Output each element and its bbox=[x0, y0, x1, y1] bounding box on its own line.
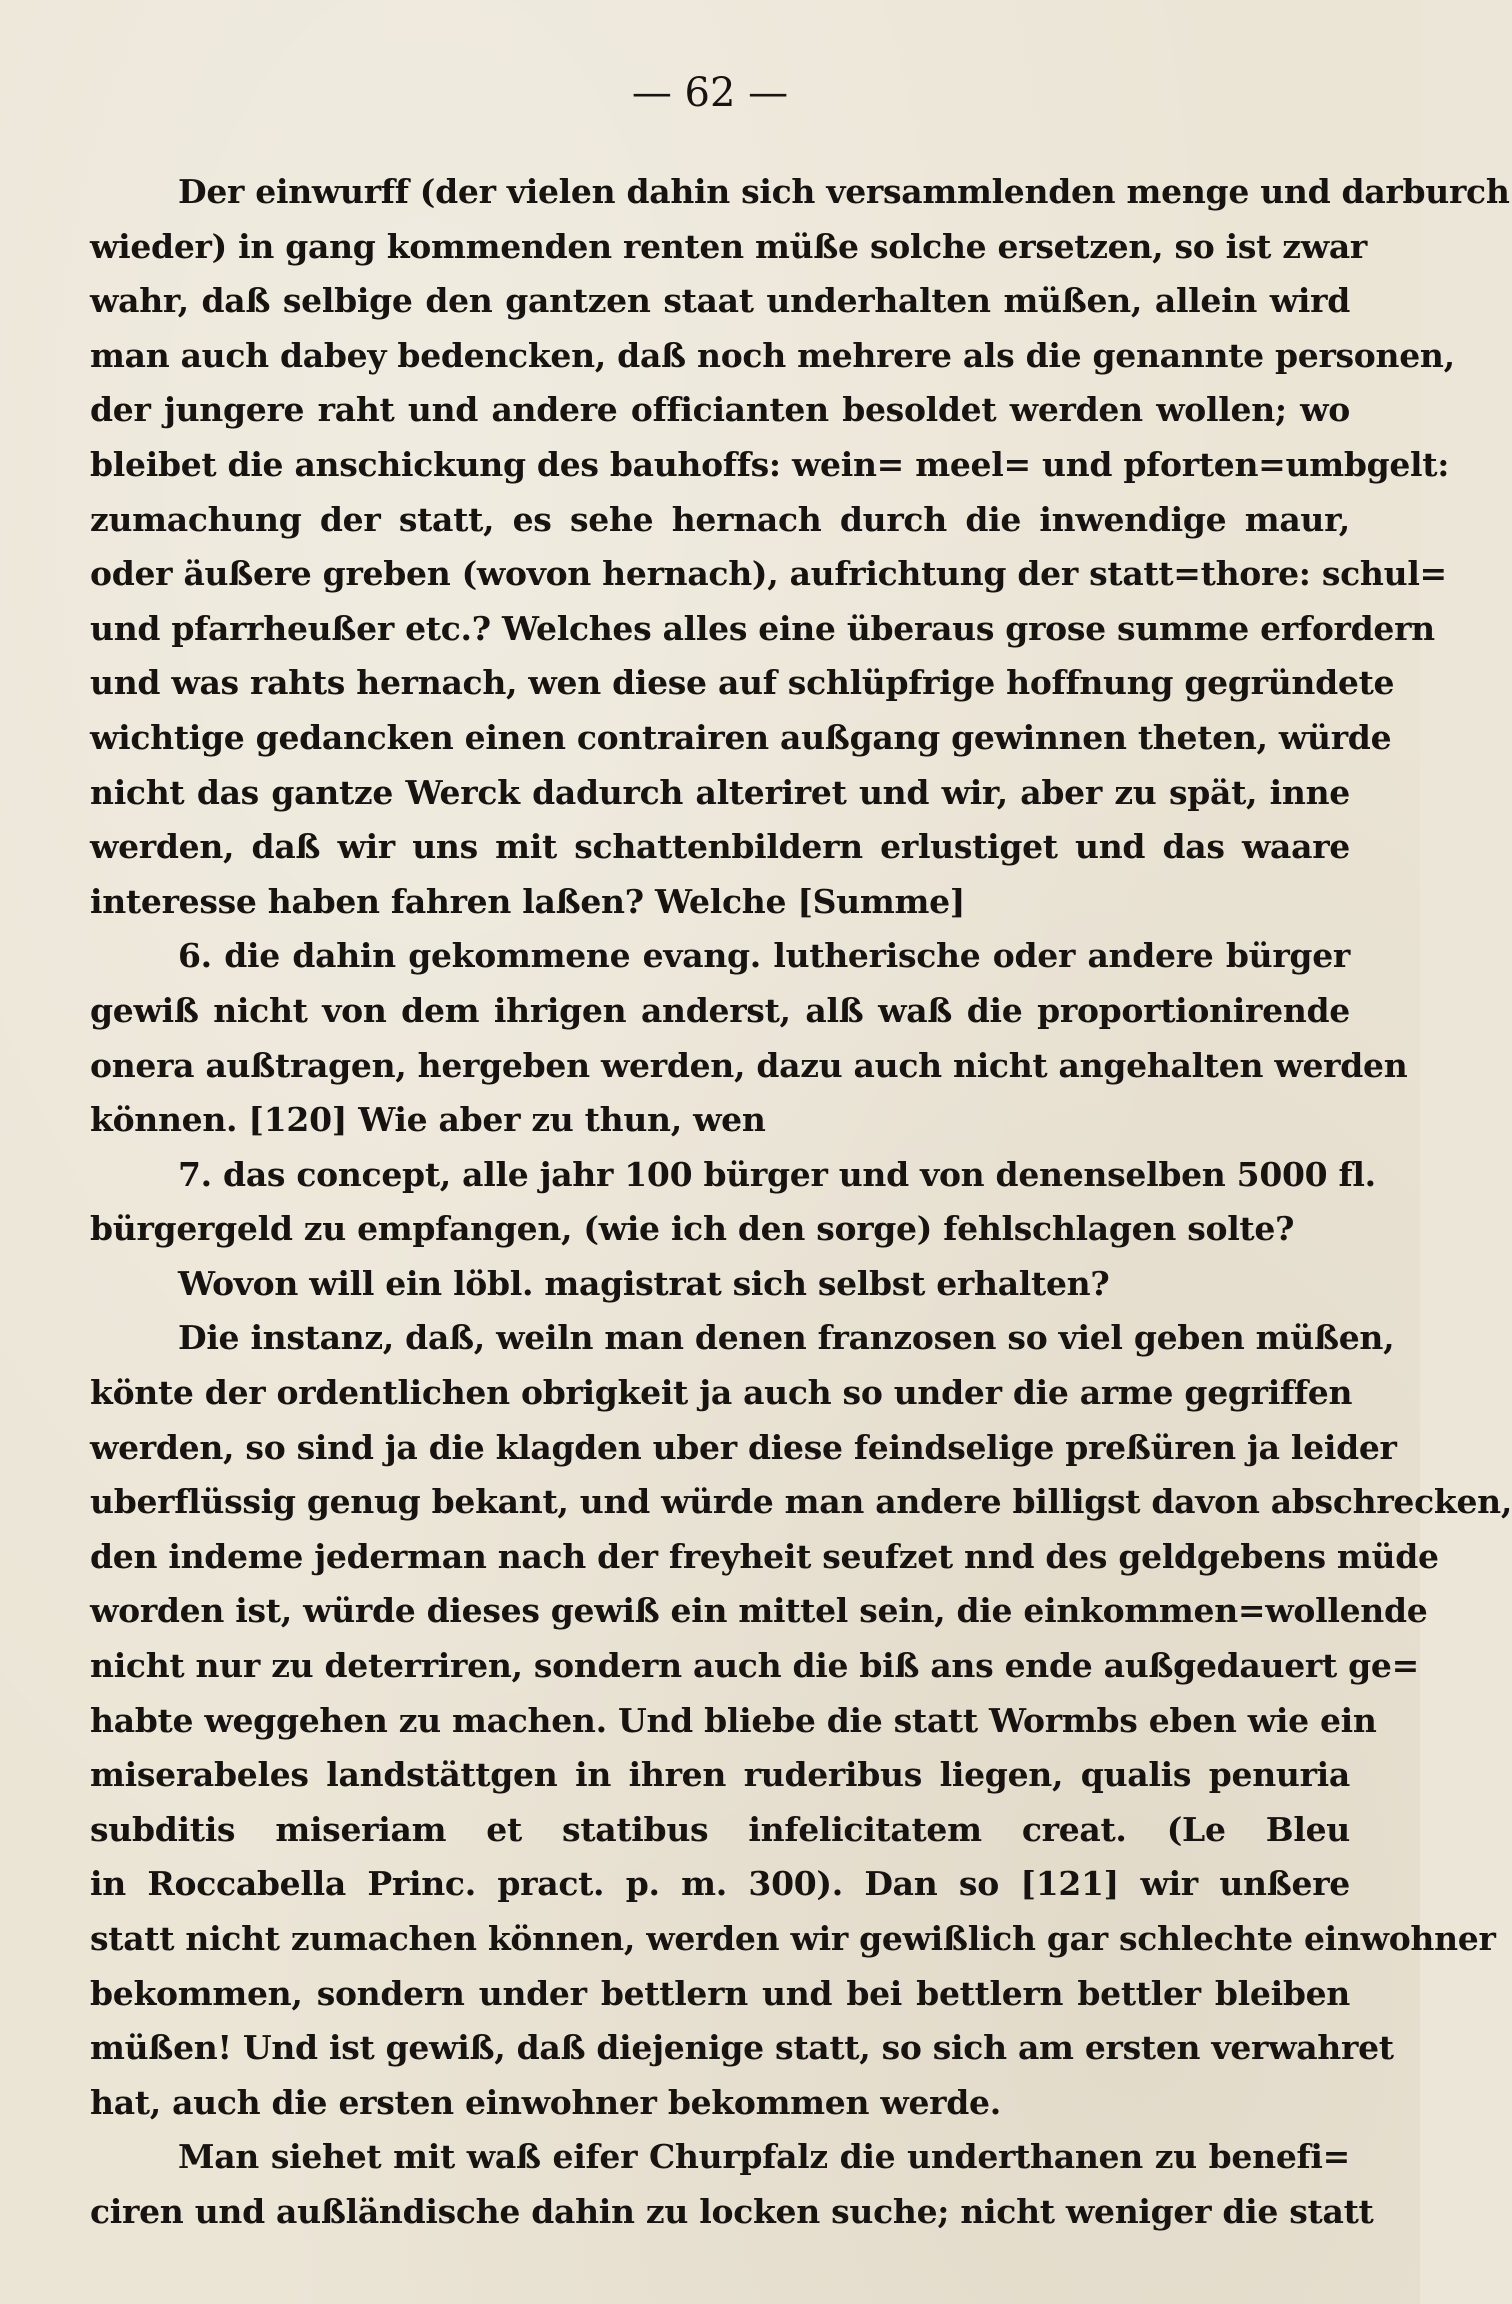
text-line: können. [120] Wie aber zu thun, wen bbox=[90, 1100, 766, 1140]
text-line: zumachung der statt, es sehe hernach durch die inwendige maur, bbox=[90, 499, 1350, 539]
text-line: bürgergeld zu empfangen, (wie ich den sorge) fehlschlagen solte? bbox=[90, 1209, 1295, 1249]
text-line: und pfarrheußer etc.? Welches alles eine überaus grose summe erfordern bbox=[90, 608, 1435, 648]
text-line: und was rahts hernach, wen diese auf schlüpfrige hoffnung gegründete bbox=[90, 663, 1395, 703]
text-line: wahr, daß selbige den gantzen staat underhalten müßen, allein wird bbox=[90, 281, 1350, 321]
text-line: Man siehet mit waß eifer Churpfalz die underthanen zu benefi= bbox=[178, 2137, 1350, 2177]
text-line: nicht nur zu deterriren, sondern auch die biß ans ende außgedauert ge= bbox=[90, 1646, 1419, 1686]
text-line: oder äußere greben (wovon hernach), aufrichtung der statt=thore: schul= bbox=[90, 554, 1447, 594]
text-line: statt nicht zumachen können, werden wir gewißlich gar schlechte einwohner bbox=[90, 1919, 1496, 1958]
text-line: den indeme jederman nach der freyheit seufzet nnd des geldgebens müde bbox=[90, 1536, 1439, 1576]
text-line: nicht das gantze Werck dadurch alteriret und wir, aber zu spät, inne bbox=[90, 772, 1350, 812]
text-line: müßen! Und ist gewiß, daß diejenige statt, so sich am ersten verwahret bbox=[90, 2028, 1394, 2068]
text-line: man auch dabey bedencken, daß noch mehrere als die genannte personen, bbox=[90, 335, 1455, 375]
text-line: worden ist, würde dieses gewiß ein mittel sein, die einkommen=wollende bbox=[90, 1591, 1428, 1631]
text-line: 6. die dahin gekommene evang. lutherische oder andere bürger bbox=[178, 936, 1350, 976]
text-line: wieder) in gang kommenden renten müße solche ersetzen, so ist zwar bbox=[90, 226, 1367, 266]
text-line: Wovon will ein löbl. magistrat sich selbst erhalten? bbox=[178, 1263, 1110, 1303]
text-line: bleibet die anschickung des bauhoffs: wein= meel= und pforten=umbgelt: bbox=[90, 444, 1450, 484]
text-line: werden, daß wir uns mit schattenbildern erlustiget und das waare bbox=[90, 827, 1350, 867]
text-line: in Roccabella Princ. pract. p. m. 300). Dan so [121] wir unßere bbox=[90, 1864, 1350, 1904]
text-line: Der einwurff (der vielen dahin sich versammlenden menge und darburch bbox=[178, 172, 1510, 211]
text-line: werden, so sind ja die klagden uber diese feindselige preßüren ja leider bbox=[90, 1427, 1397, 1467]
text-line: miserabeles landstättgen in ihren ruderibus liegen, qualis penuria bbox=[90, 1755, 1350, 1795]
text-line: 7. das concept, alle jahr 100 bürger und von denenselben 5000 fl. bbox=[178, 1154, 1376, 1194]
text-line: gewiß nicht von dem ihrigen anderst, alß waß die proportionirende bbox=[90, 990, 1350, 1030]
text-line: wichtige gedancken einen contrairen außgang gewinnen theten, würde bbox=[90, 717, 1392, 757]
text-line: bekommen, sondern under bettlern und bei bettlern bettler bleiben bbox=[90, 1973, 1350, 2013]
text-line: subditis miseriam et statibus infelicitatem creat. (Le Bleu bbox=[90, 1809, 1350, 1849]
text-line: könte der ordentlichen obrigkeit ja auch so under die arme gegriffen bbox=[90, 1373, 1353, 1413]
text-line: der jungere raht und andere officianten besoldet werden wollen; wo bbox=[90, 390, 1350, 430]
text-line: ciren und außländische dahin zu locken suche; nicht weniger die statt bbox=[90, 2191, 1374, 2231]
text-line: onera außtragen, hergeben werden, dazu auch nicht angehalten werden bbox=[90, 1045, 1408, 1085]
text-line: uberflüssig genug bekant, und würde man andere billigst davon abschrecken, bbox=[90, 1482, 1512, 1522]
text-line: hat, auch die ersten einwohner bekommen werde. bbox=[90, 2082, 1001, 2122]
body-text bbox=[90, 165, 1512, 2240]
text-line: interesse haben fahren laßen? Welche [Summe] bbox=[90, 881, 966, 921]
page-number: — 62 — bbox=[631, 70, 789, 116]
text-line: habte weggehen zu machen. Und bliebe die statt Wormbs eben wie ein bbox=[90, 1700, 1377, 1740]
text-line: Die instanz, daß, weiln man denen franzosen so viel geben müßen, bbox=[178, 1318, 1395, 1358]
